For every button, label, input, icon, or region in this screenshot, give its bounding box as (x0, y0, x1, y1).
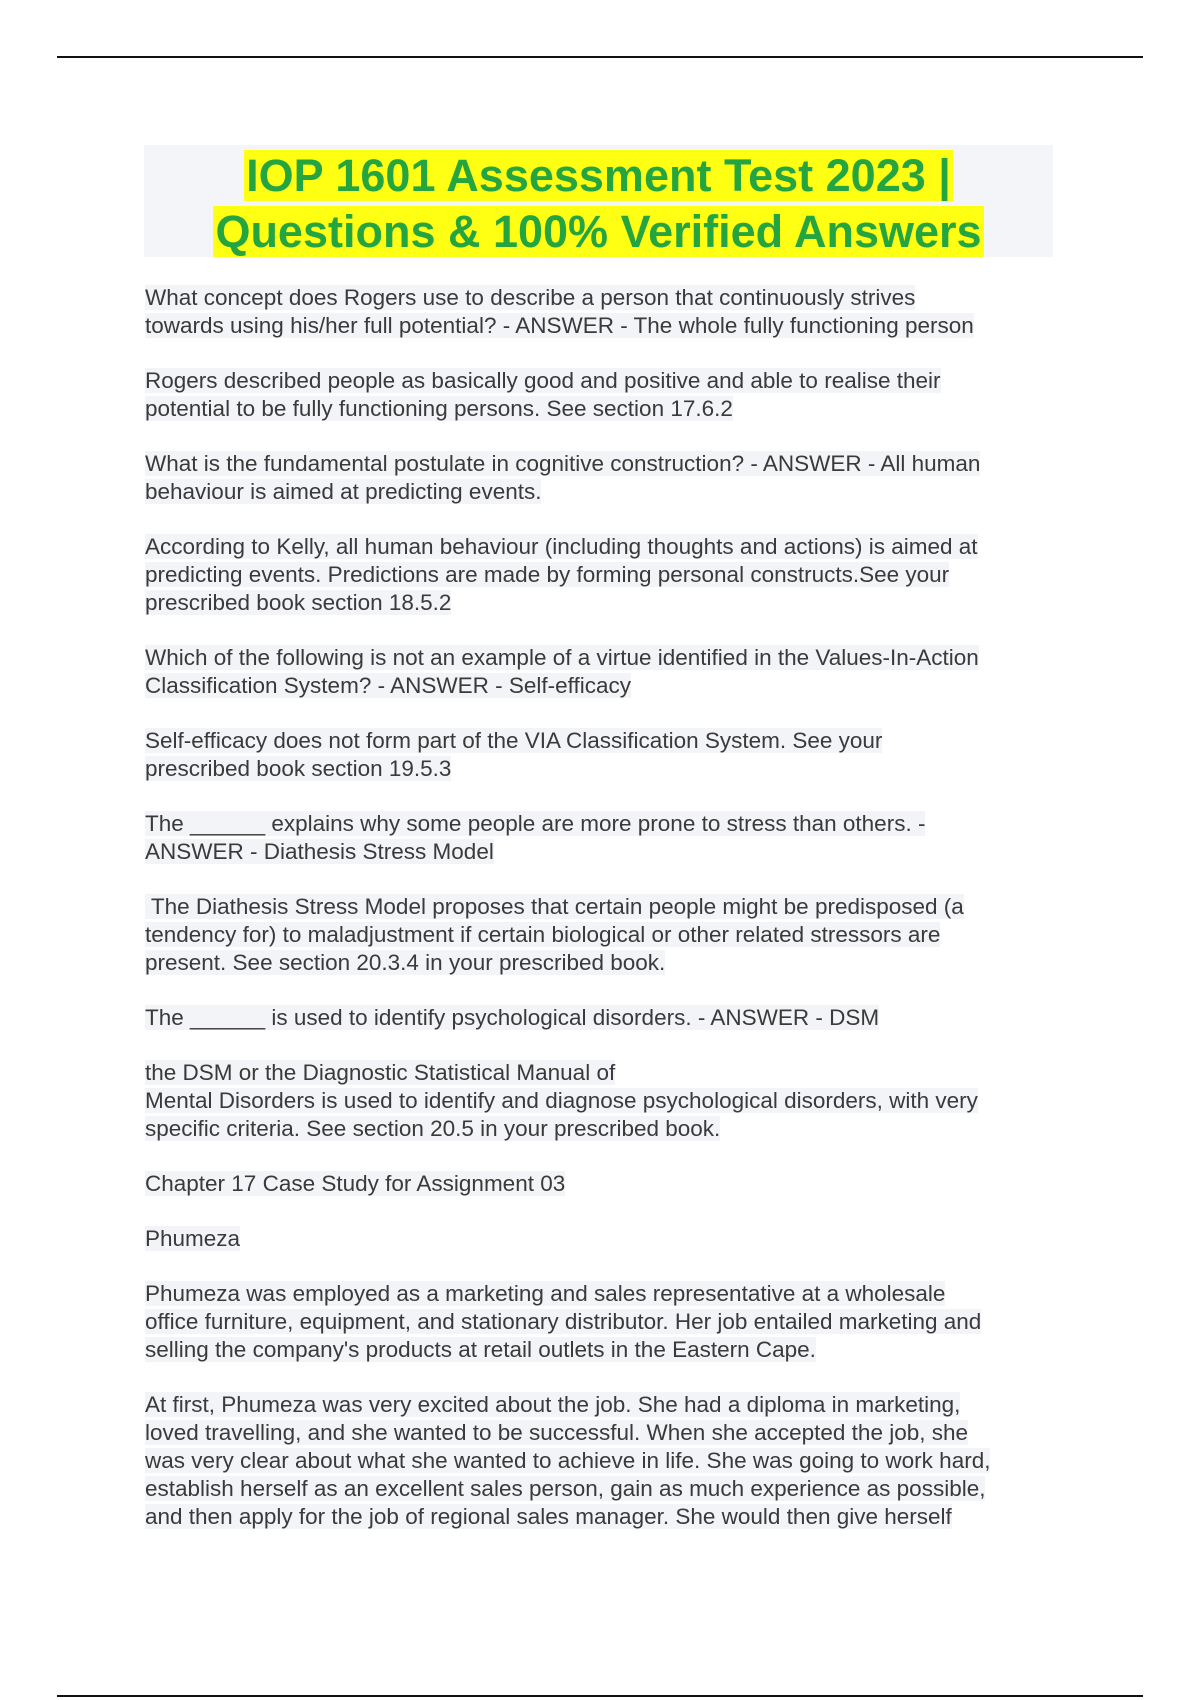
body-paragraph (145, 1170, 1065, 1198)
paragraph-line: Phumeza (145, 1226, 241, 1251)
paragraph-line: predicting events. Predictions are made by forming personal constructs.See your (145, 562, 950, 587)
paragraph-line: behaviour is aimed at predicting events. (145, 479, 542, 504)
paragraph-line: According to Kelly, all human behaviour (including thoughts and actions) is aimed at (145, 534, 978, 559)
body-paragraph (145, 1225, 1065, 1253)
paragraph-line: The ______ explains why some people are more prone to stress than others. - (145, 811, 926, 836)
body-paragraph (145, 284, 1065, 340)
document-body (145, 284, 1065, 1558)
body-paragraph (145, 450, 1065, 506)
paragraph-line: tendency for) to maladjustment if certain biological or other related stressors are (145, 922, 941, 947)
paragraph-line: The ______ is used to identify psychological disorders. - ANSWER - DSM (145, 1005, 880, 1030)
title-line-2-text: Questions & 100% Verified Answers (215, 206, 982, 257)
paragraph-line: establish herself as an excellent sales person, gain as much experience as possible, (145, 1476, 986, 1501)
paragraph-line: selling the company's products at retail outlets in the Eastern Cape. (145, 1337, 816, 1362)
paragraph-line: At first, Phumeza was very excited about the job. She had a diploma in marketing, (145, 1392, 961, 1417)
paragraph-line: potential to be fully functioning persons. See section 17.6.2 (145, 396, 733, 421)
body-paragraph (145, 1004, 1065, 1032)
paragraph-line: Self-efficacy does not form part of the VIA Classification System. See your (145, 728, 883, 753)
paragraph-line: present. See section 20.3.4 in your prescribed book. (145, 950, 666, 975)
title-line-2 (144, 204, 1053, 260)
paragraph-line: Rogers described people as basically good and positive and able to realise their (145, 368, 941, 393)
paragraph-line: prescribed book section 19.5.3 (145, 756, 452, 781)
paragraph-line: What concept does Rogers use to describe a person that continuously strives (145, 285, 916, 310)
paragraph-line: was very clear about what she wanted to achieve in life. She was going to work hard, (145, 1448, 991, 1473)
body-paragraph (145, 893, 1065, 977)
paragraph-line: The Diathesis Stress Model proposes that certain people might be predisposed (a (145, 894, 964, 919)
paragraph-line: Phumeza was employed as a marketing and sales representative at a wholesale (145, 1281, 946, 1306)
paragraph-line: office furniture, equipment, and stationary distributor. Her job entailed marketing and (145, 1309, 982, 1334)
document-title (144, 145, 1053, 257)
paragraph-line: ANSWER - Diathesis Stress Model (145, 839, 494, 864)
body-paragraph (145, 727, 1065, 783)
paragraph-line: Which of the following is not an example of a virtue identified in the Values-In-Action (145, 645, 979, 670)
body-paragraph (145, 1391, 1065, 1531)
paragraph-line: loved travelling, and she wanted to be successful. When she accepted the job, she (145, 1420, 969, 1445)
body-paragraph (145, 644, 1065, 700)
paragraph-line: Classification System? - ANSWER - Self-efficacy (145, 673, 631, 698)
body-paragraph (145, 367, 1065, 423)
title-line-1 (144, 148, 1053, 204)
paragraph-line: Chapter 17 Case Study for Assignment 03 (145, 1171, 566, 1196)
paragraph-line: the DSM or the Diagnostic Statistical Manual of (145, 1060, 616, 1085)
header-rule (57, 56, 1143, 58)
paragraph-line: What is the fundamental postulate in cognitive construction? - ANSWER - All human (145, 451, 981, 476)
body-paragraph (145, 1059, 1065, 1143)
paragraph-line: towards using his/her full potential? - ANSWER - The whole fully functioning person (145, 313, 974, 338)
title-line-1-text: IOP 1601 Assessment Test 2023 | (246, 150, 951, 201)
paragraph-line: prescribed book section 18.5.2 (145, 590, 452, 615)
body-paragraph (145, 1280, 1065, 1364)
paragraph-line: specific criteria. See section 20.5 in your prescribed book. (145, 1116, 721, 1141)
paragraph-line: and then apply for the job of regional sales manager. She would then give herself (145, 1504, 952, 1529)
paragraph-line: Mental Disorders is used to identify and diagnose psychological disorders, with very (145, 1088, 978, 1113)
body-paragraph (145, 810, 1065, 866)
footer-rule (57, 1695, 1143, 1697)
body-paragraph (145, 533, 1065, 617)
